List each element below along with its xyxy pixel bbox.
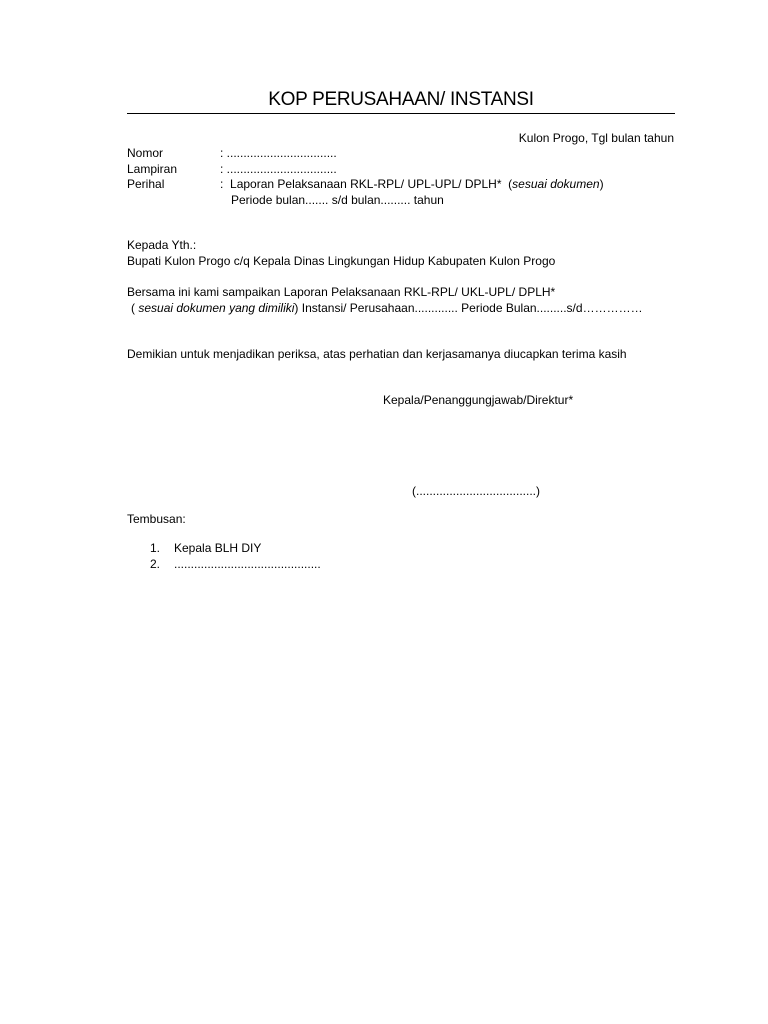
perihal-italic-note: sesuai dokumen (512, 177, 600, 191)
cc-item-number: 1. (150, 541, 161, 555)
nomor-label: Nomor (127, 146, 164, 160)
signatory-name-placeholder: (....................................) (412, 484, 541, 498)
signatory-role: Kepala/Penanggungjawab/Direktur* (383, 393, 574, 407)
body-line-1: Bersama ini kami sampaikan Laporan Pelaksanaan RKL-RPL/ UKL-UPL/ DPLH* (127, 285, 556, 299)
body-line-2 (131, 301, 643, 316)
closing-text: Demikian untuk menjadikan periksa, atas perhatian dan kerjasamanya diucapkan terima kasih (127, 347, 627, 361)
greeting: Kepada Yth.: (127, 238, 197, 252)
lampiran-value: : ................................. (220, 162, 337, 176)
letterhead-title: KOP PERUSAHAAN/ INSTANSI (268, 89, 534, 110)
nomor-value: : ................................. (220, 146, 337, 160)
cc-item: ............................................ (174, 557, 321, 571)
lampiran-label: Lampiran (127, 162, 178, 176)
cc-label: Tembusan: (127, 512, 186, 526)
perihal-period: Periode bulan....... s/d bulan......... tahun (231, 193, 444, 207)
perihal-label: Perihal (127, 177, 165, 191)
place-date: Kulon Progo, Tgl bulan tahun (518, 131, 674, 145)
body-line-2-rest: ) Instansi/ Perusahaan............. Periode Bulan.........s/d…………… (294, 301, 643, 315)
recipient: Bupati Kulon Progo c/q Kepala Dinas Lingkungan Hidup Kabupaten Kulon Progo (127, 254, 556, 268)
body-paren-open: ( (131, 301, 135, 315)
perihal-paren-close: ) (599, 177, 604, 191)
cc-item: Kepala BLH DIY (174, 541, 262, 555)
perihal-colon: : (220, 177, 224, 191)
perihal-paren-open: ( (508, 177, 513, 191)
letterhead-divider (127, 113, 675, 114)
perihal-value (220, 177, 604, 192)
body-italic-note: sesuai dokumen yang dimiliki (138, 301, 295, 315)
perihal-subject: Laporan Pelaksanaan RKL-RPL/ UPL-UPL/ DPLH* (230, 177, 502, 191)
cc-item-number: 2. (150, 557, 161, 571)
